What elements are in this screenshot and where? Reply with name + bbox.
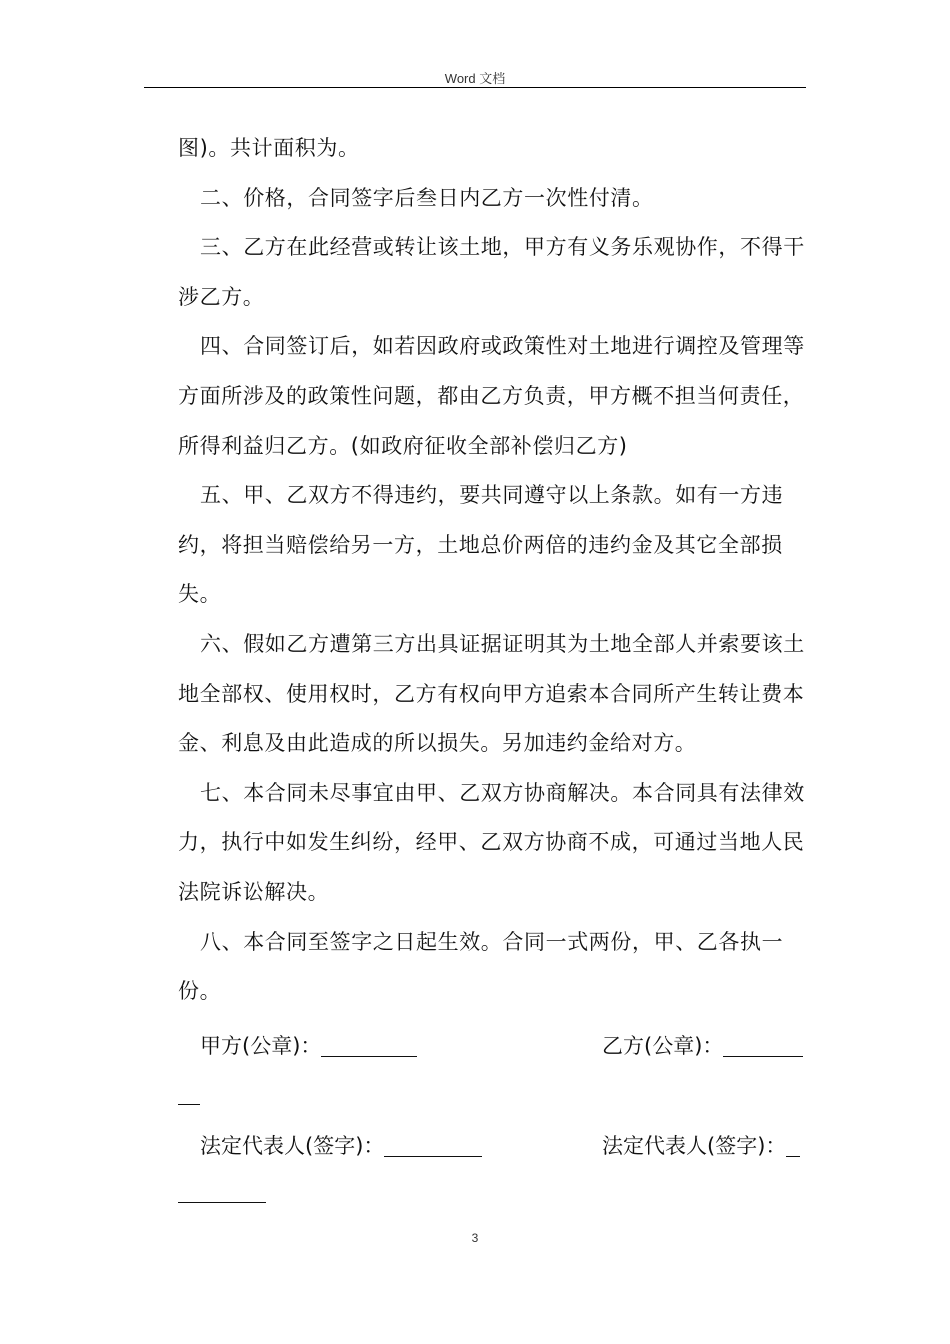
party-b-rep-label: 法定代表人(签字)： bbox=[602, 1134, 787, 1158]
clause-7-disputes: 七、本合同未尽事宜由甲、乙双方协商解决。本合同具有法律效力，执行中如发生纠纷，经甲、乙双方协商不成，可通过当地人民法院诉讼解决。 bbox=[178, 780, 805, 904]
party-a-seal bbox=[200, 1026, 417, 1066]
party-b-seal-blank bbox=[723, 1032, 803, 1057]
party-b-seal-label: 乙方(公章)： bbox=[602, 1034, 724, 1058]
signature-row-seal bbox=[178, 1026, 806, 1066]
clause-3-operation: 三、乙方在此经营或转让该土地，甲方有义务乐观协作，不得干涉乙方。 bbox=[178, 235, 805, 309]
party-b-seal bbox=[602, 1026, 803, 1066]
document-header-title: Word 文档 bbox=[444, 71, 506, 86]
paragraph-continuation: 图)。共计面积为。 bbox=[178, 136, 360, 160]
clause-8-effective: 八、本合同至签字之日起生效。合同一式两份，甲、乙各执一份。 bbox=[178, 929, 784, 1004]
header-divider bbox=[144, 87, 806, 88]
clause-6-third-party: 六、假如乙方遭第三方出具证据证明其为土地全部人并索要该土地全部权、使用权时，乙方有权向甲方追索本合同所产生转让费本金、利息及由此造成的所以损失。另加违约金给对方。 bbox=[178, 631, 805, 756]
clause-4-policy: 四、合同签订后，如若因政府或政策性对土地进行调控及管理等方面所涉及的政策性问题，都由乙方负责，甲方概不担当何责任，所得利益归乙方。(如政府征收全部补偿归乙方) bbox=[178, 334, 805, 458]
party-b-rep-blank bbox=[786, 1132, 800, 1157]
party-a-representative bbox=[200, 1126, 482, 1166]
party-a-seal-blank bbox=[321, 1032, 417, 1057]
party-a-rep-blank bbox=[384, 1132, 482, 1157]
party-b-rep-blank-continued bbox=[178, 1202, 266, 1203]
document-body bbox=[178, 124, 806, 1017]
party-a-seal-label: 甲方(公章)： bbox=[200, 1034, 322, 1058]
party-b-seal-blank-continued bbox=[178, 1104, 200, 1105]
clause-5-breach: 五、甲、乙双方不得违约，要共同遵守以上条款。如有一方违约，将担当赔偿给另一方，土地总价两倍的违约金及其它全部损失。 bbox=[178, 483, 784, 607]
party-a-rep-label: 法定代表人(签字)： bbox=[200, 1134, 385, 1158]
signature-row-representative bbox=[178, 1126, 806, 1166]
party-b-representative bbox=[602, 1126, 800, 1166]
clause-2-price: 二、价格，合同签字后叁日内乙方一次性付清。 bbox=[200, 185, 654, 210]
page-number: 3 bbox=[471, 1231, 479, 1245]
